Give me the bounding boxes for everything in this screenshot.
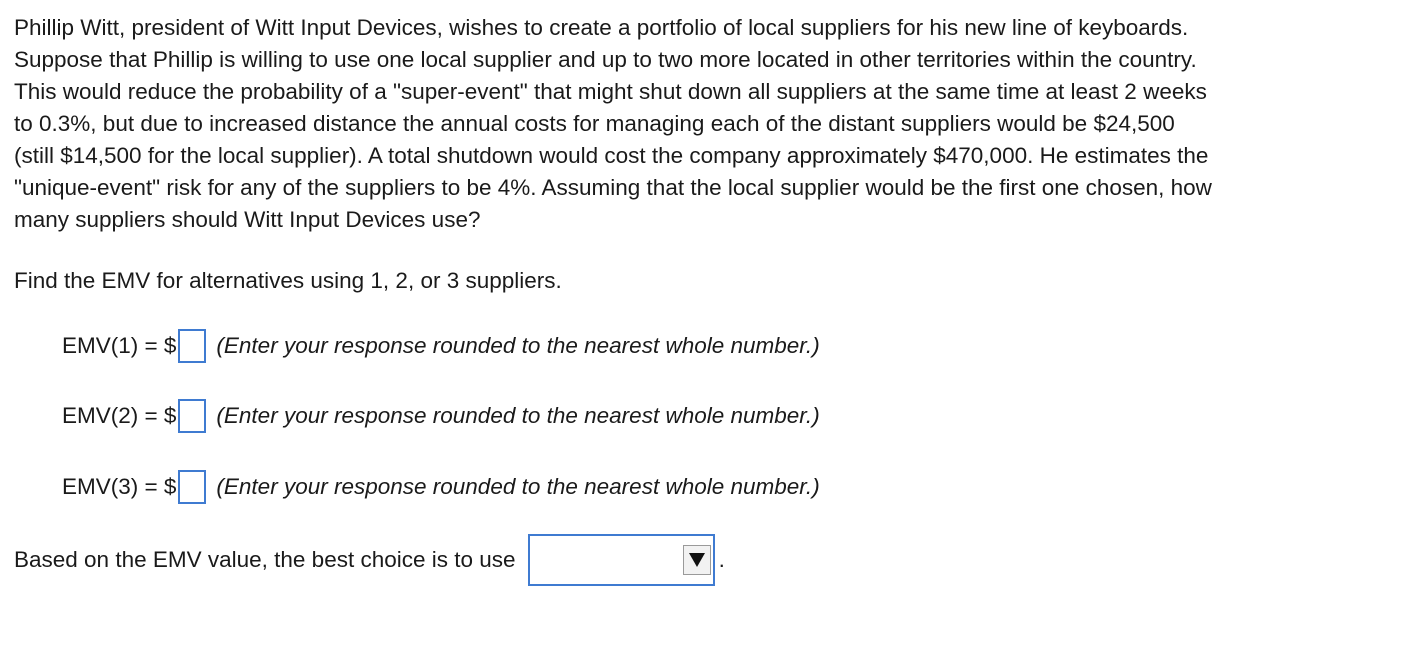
instruction-text: Find the EMV for alternatives using 1, 2, or 3 suppliers. bbox=[14, 268, 562, 293]
emv-3-input[interactable] bbox=[178, 470, 206, 504]
problem-line: "unique-event" risk for any of the suppliers to be 4%. Assuming that the local supplier would be the first one chosen, how bbox=[14, 175, 1212, 200]
emv-2-hint: (Enter your response rounded to the nearest whole number.) bbox=[216, 403, 820, 428]
best-choice-prefix: Based on the EMV value, the best choice is to use bbox=[14, 547, 516, 572]
emv-3-row bbox=[62, 467, 820, 507]
best-choice-row bbox=[14, 534, 725, 586]
best-choice-dropdown[interactable] bbox=[528, 534, 715, 586]
problem-line: Suppose that Phillip is willing to use one local supplier and up to two more located in other territories within the country. bbox=[14, 47, 1197, 72]
problem-line: (still $14,500 for the local supplier). A total shutdown would cost the company approximately $470,000. He estimates the bbox=[14, 143, 1209, 168]
problem-line: This would reduce the probability of a "super-event" that might shut down all suppliers at the same time at least 2 weeks bbox=[14, 79, 1207, 104]
sentence-period: . bbox=[718, 547, 725, 572]
problem-line: to 0.3%, but due to increased distance the annual costs for managing each of the distant suppliers would be $24,500 bbox=[14, 111, 1175, 136]
emv-1-row bbox=[62, 326, 820, 366]
triangle-down-icon[interactable] bbox=[683, 545, 711, 575]
emv-2-label: EMV(2) = $ bbox=[62, 403, 177, 428]
emv-1-input[interactable] bbox=[178, 329, 206, 363]
emv-1-label: EMV(1) = $ bbox=[62, 333, 177, 358]
problem-line: Phillip Witt, president of Witt Input Devices, wishes to create a portfolio of local suppliers for his new line of keyboards. bbox=[14, 15, 1189, 40]
emv-1-hint: (Enter your response rounded to the nearest whole number.) bbox=[216, 333, 820, 358]
emv-2-row bbox=[62, 396, 820, 436]
problem-statement bbox=[14, 12, 1406, 236]
emv-3-hint: (Enter your response rounded to the nearest whole number.) bbox=[216, 474, 820, 499]
emv-2-input[interactable] bbox=[178, 399, 206, 433]
emv-3-label: EMV(3) = $ bbox=[62, 474, 177, 499]
problem-line: many suppliers should Witt Input Devices use? bbox=[14, 207, 481, 232]
